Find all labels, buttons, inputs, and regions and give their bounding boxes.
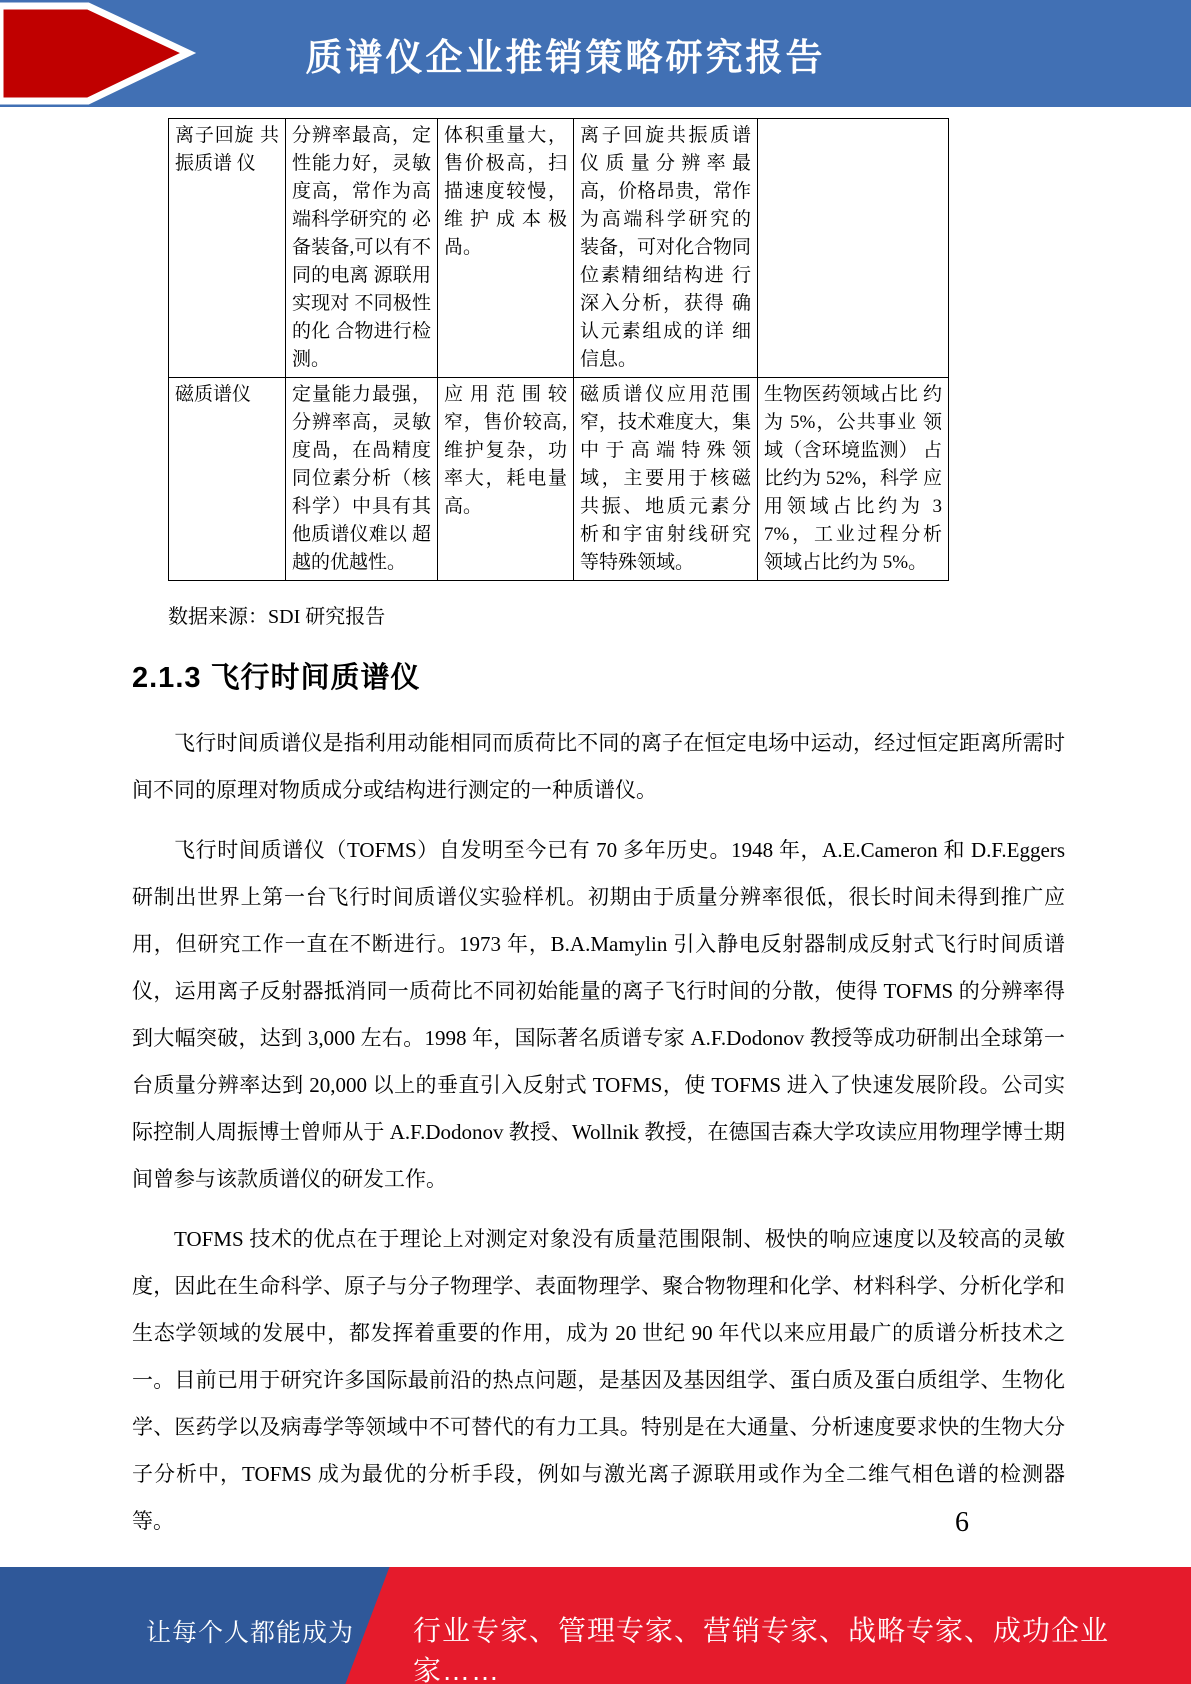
cell-disadvantage: 体积重量大，售价极高，扫描速度较慢，维护成本极 咼。 — [438, 119, 574, 378]
cell-advantage: 定量能力最强，分辨率高，灵敏度咼，在咼精度同位素分析（核科学）中具有其他质谱仪难以 超越的优越性。 — [286, 378, 438, 581]
paragraph: 飞行时间质谱仪（TOFMS）自发明至今已有 70 多年历史。1948 年，A.E.Cameron 和 D.F.Eggers 研制出世界上第一台飞行时间质谱仪实验样机。初期由于质量分辨率很低，很长时间未得到推广应用，但研究工作一直在不断进行。1973 年，B.A.Mamylin 引入静电反射器制成反射式飞行时间质谱仪，运用离子反射器抵消同一质荷比不同初始能量的离子飞行时间的分散，使得 TOFMS 的分辨率得到大幅突破，达到 3,000 左右。1998 年，国际著名质谱专家 A.F.Dodonov 教授等成功研制出全球第一台质量分辨率达到 20,000 以上的垂直引入反射式 TOFMS，使 TOFMS 进入了快速发展阶段。公司实际控制人周振博士曾师从于 A.F.Dodonov 教授、Wollnik 教授，在德国吉森大学攻读应用物理学博士期间曾参与该款质谱仪的研发工作。 — [132, 838, 1065, 1191]
footer-banner — [0, 1567, 1191, 1684]
table-row — [169, 119, 949, 378]
cell-application: 离子回旋共振质谱 仪质量分辨率最 高，价格昂贵，常作 为高端科学研究的 装备，可对化合物同位素精细结构进 行深入分析，获得 确认元素组成的详 细信息。 — [574, 119, 758, 378]
page-title: 质谱仪企业推销策略研究报告 — [305, 36, 826, 78]
cell-instrument-name: 离子回旋 共振质谱 仪 — [169, 119, 286, 378]
section-heading: 2.1.3 飞行时间质谱仪 — [132, 662, 421, 694]
cell-market-share — [758, 119, 949, 378]
cell-disadvantage: 应用范围较 窄，售价较高, 维护复杂，功 率大，耗电量 高。 — [438, 378, 574, 581]
paragraph: 飞行时间质谱仪是指利用动能相同而质荷比不同的离子在恒定电场中运动，经过恒定距离所需时间不同的原理对物质成分或结构进行测定的一种质谱仪。 — [132, 731, 1065, 802]
footer-slogan-left: 让每个人都能成为 — [146, 1619, 355, 1647]
cell-advantage: 分辨率最高，定性能力好，灵敏度高，常作为高端科学研究的 必备装备,可以有不同的电离 源联用实现对 不同极性的化 合物进行检测。 — [286, 119, 438, 378]
data-source-note: 数据来源：SDI 研究报告 — [168, 606, 386, 628]
footer-slogan-right: 行业专家、管理专家、营销专家、战略专家、成功企业家…… — [413, 1615, 1110, 1684]
cell-market-share: 生物医药领域占比 约为 5%，公共事业 领域（含环境监测） 占比约为 52%，科学 应用领域占比约为 37%，工业过程分析 领域占比约为 5%。 — [758, 378, 949, 581]
cell-application: 磁质谱仪应用范围 窄，技术难度大，集中于高端特殊领 域，主要用于核磁 共振、地质元素分 析和宇宙射线研究 等特殊领域。 — [574, 378, 758, 581]
spectrometer-comparison-table — [168, 118, 949, 581]
page-number: 6 — [955, 1507, 969, 1538]
paragraph: TOFMS 技术的优点在于理论上对测定对象没有质量范围限制、极快的响应速度以及较高的灵敏度，因此在生命科学、原子与分子物理学、表面物理学、聚合物物理和化学、材料科学、分析化学和生态学领域的发展中，都发挥着重要的作用，成为 20 世纪 90 年代以来应用最广的质谱分析技术之一。目前已用于研究许多国际最前沿的热点问题，是基因及基因组学、蛋白质及蛋白质组学、生物化学、医药学以及病毒学等领域中不可替代的有力工具。特别是在大通量、分析速度要求快的生物大分子分析中，TOFMS 成为最优的分析手段，例如与激光离子源联用或作为全二维气相色谱的检测器等。 — [132, 1227, 1065, 1533]
cell-instrument-name: 磁质谱仪 — [169, 378, 286, 581]
header-banner — [0, 0, 1191, 107]
body-text — [132, 720, 1065, 1545]
table-row — [169, 378, 949, 581]
